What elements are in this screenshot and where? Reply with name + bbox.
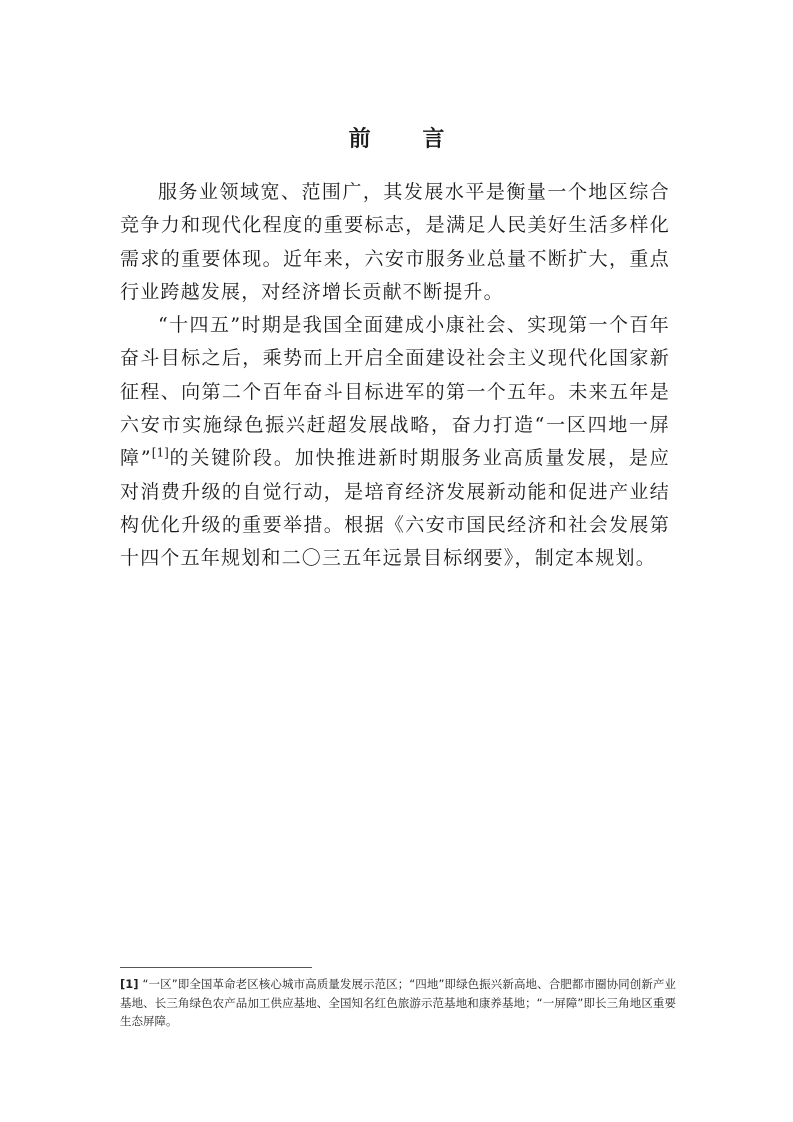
footnote-marker: [1] <box>120 977 139 991</box>
paragraph-2 <box>120 309 670 575</box>
paragraph-2-text-before: “十四五”时期是我国全面建成小康社会、实现第一个百年奋斗目标之后，乘势而上开启全面建设社会主义现代化国家新征程、向第二个百年奋斗目标进军的第一个五年。未来五年是六安市实施绿色振兴赶超发展战略，奋力打造“一区四地一屏障” <box>120 314 670 470</box>
paragraph-1 <box>120 176 670 309</box>
footnote-reference[interactable]: [1] <box>151 446 169 461</box>
paragraph-2-text-after: 的关键阶段。加快推进新时期服务业高质量发展，是应对消费升级的自觉行动，是培育经济发展新动能和促进产业结构优化升级的重要举措。根据《六安市国民经济和社会发展第十四个五年规划和二〇三五年远景目标纲要》，制定本规划。 <box>120 447 670 570</box>
footnote <box>120 975 676 1031</box>
page-title: 前 言 <box>348 126 467 152</box>
footnote-text: “一区”即全国革命老区核心城市高质量发展示范区；“四地”即绿色振兴新高地、合肥都市圈协同创新产业基地、长三角绿色农产品加工供应基地、全国知名红色旅游示范基地和康养基地；“一屏障”即长三角地区重要生态屏障。 <box>120 977 676 1028</box>
paragraph-1-text: 服务业领域宽、范围广，其发展水平是衡量一个地区综合竞争力和现代化程度的重要标志，是满足人民美好生活多样化需求的重要体现。近年来，六安市服务业总量不断扩大，重点行业跨越发展，对经济增长贡献不断提升。 <box>120 181 670 303</box>
footnote-divider <box>120 967 312 968</box>
body-text <box>120 176 670 576</box>
